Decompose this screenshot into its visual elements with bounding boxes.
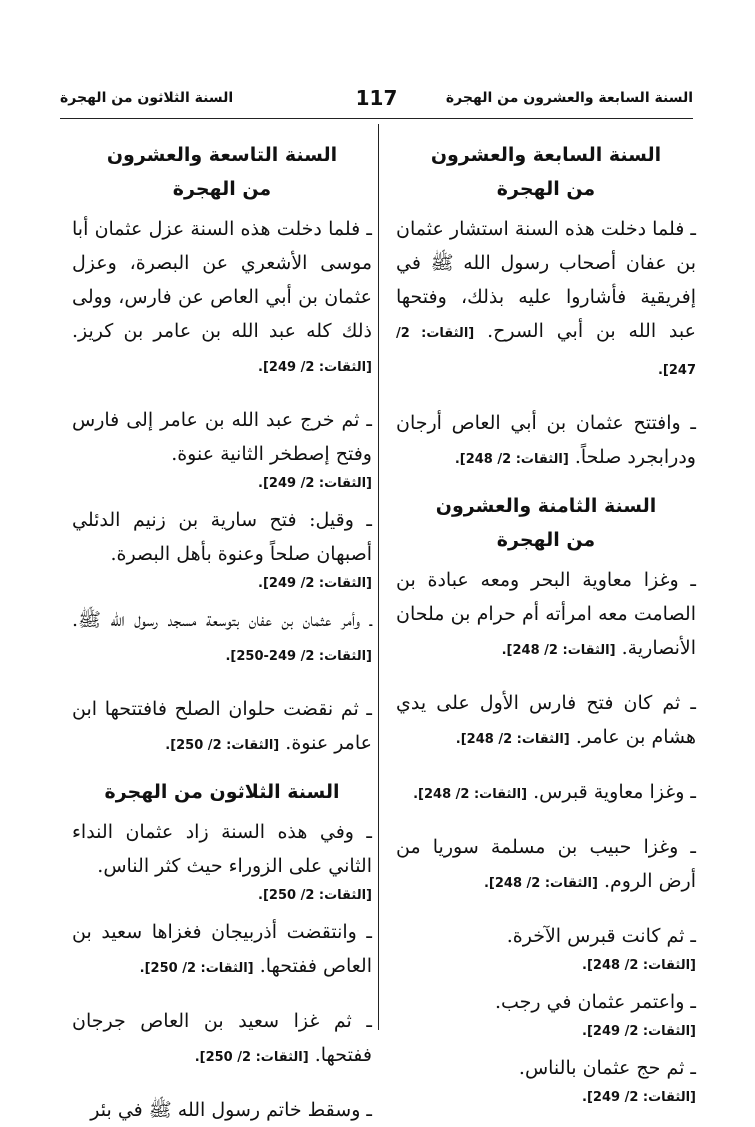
paragraph: ـ ثم غزا سعيد بن العاص جرجان ففتحها. [الثقات: 2/ 250]. bbox=[72, 1010, 372, 1066]
section-heading-sub: من الهجرة bbox=[172, 178, 272, 200]
reference: [الثقات: 2/ 249]. bbox=[582, 1090, 696, 1105]
reference: [الثقات: 2/ 248]. bbox=[413, 787, 528, 802]
reference: [الثقات: 2/ 248]. bbox=[454, 452, 569, 467]
reference: [الثقات: 2/ 249]. bbox=[582, 1024, 696, 1039]
paragraph: ـ وانتقضت أذربيجان فغزاها سعيد بن العاص ففتحها. [الثقات: 2/ 250]. bbox=[72, 921, 372, 977]
reference: [الثقات: 2/ 248]. bbox=[501, 643, 616, 658]
section-heading-sub: من الهجرة bbox=[496, 178, 596, 200]
running-header bbox=[60, 86, 693, 114]
paragraph: ـ وغزا حبيب بن مسلمة سوريا من أرض الروم. [الثقات: 2/ 248]. bbox=[396, 836, 696, 892]
paragraph: ـ ثم كان فتح فارس الأول على يدي هشام بن عامر. [الثقات: 2/ 248]. bbox=[396, 692, 696, 748]
section-heading: السنة الثلاثون من الهجرة bbox=[104, 781, 340, 803]
header-rule bbox=[60, 118, 693, 119]
section-heading: السنة السابعة والعشرون bbox=[430, 144, 662, 166]
header-right-title: السنة السابعة والعشرون من الهجرة bbox=[445, 90, 693, 106]
reference: [الثقات: 2/ 250]. bbox=[165, 738, 280, 753]
right-column bbox=[396, 138, 696, 1111]
reference: [الثقات: 2/ 248]. bbox=[483, 876, 598, 891]
reference: [الثقات: 2/ 249]. bbox=[258, 576, 372, 591]
paragraph: ـ وغزا معاوية البحر ومعه عبادة بن الصامت معه امرأته أم حرام بن ملحان الأنصارية. [الثقات: 2/ 248]. bbox=[396, 569, 696, 659]
reference: [الثقات: 2/ 249]. bbox=[258, 476, 372, 491]
paragraph: ـ وافتتح عثمان بن أبي العاص أرجان ودرابجرد صلحاً. [الثقات: 2/ 248]. bbox=[396, 412, 696, 468]
paragraph: ـ ثم خرج عبد الله بن عامر إلى فارس وفتح إصطخر الثانية عنوة. bbox=[72, 409, 372, 465]
header-left-title: السنة الثلاثون من الهجرة bbox=[60, 90, 234, 106]
reference: [الثقات: 2/ 250]. bbox=[139, 961, 254, 976]
paragraph: ـ فلما دخلت هذه السنة عزل عثمان أبا موسى الأشعري عن البصرة، وعزل عثمان بن أبي العاص عن فارس، وولى ذلك كله عبد الله بن عامر بن كريز. [الثقات: 2/ 249]. bbox=[72, 218, 372, 375]
paragraph: ـ فلما دخلت هذه السنة استشار عثمان بن عفان أصحاب رسول الله ﷺ في إفريقية فأشاروا عليه بذلك، وفتحها عبد الله بن أبي السرح. [الثقات: 2/ 247]. bbox=[396, 218, 696, 378]
reference: [الثقات: 2/ 248]. bbox=[582, 958, 696, 973]
paragraph: ـ وغزا معاوية قبرس. [الثقات: 2/ 248]. bbox=[413, 781, 696, 803]
paragraph: ـ واعتمر عثمان في رجب. bbox=[494, 991, 696, 1013]
reference: [الثقات: 2/ 250]. bbox=[194, 1050, 309, 1065]
paragraph: ـ ثم حج عثمان بالناس. bbox=[518, 1057, 696, 1079]
reference: [الثقات: 2/ 249]. bbox=[258, 360, 372, 375]
left-column bbox=[72, 138, 372, 1127]
paragraph: ـ ثم نقضت حلوان الصلح فافتتحها ابن عامر عنوة. [الثقات: 2/ 250]. bbox=[72, 698, 372, 754]
reference: [الثقات: 2/ 250]. bbox=[258, 888, 372, 903]
column-divider bbox=[378, 124, 379, 1030]
paragraph: ـ وقيل: فتح سارية بن زنيم الدئلي أصبهان صلحاً وعنوة بأهل البصرة. bbox=[72, 509, 372, 565]
reference: [الثقات: 2/ 249-250]. bbox=[225, 649, 372, 664]
paragraph: ـ وفي هذه السنة زاد عثمان النداء الثاني على الزوراء حيث كثر الناس. bbox=[72, 821, 372, 877]
section-heading-sub: من الهجرة bbox=[496, 529, 596, 551]
paragraph: ـ وأمر عثمان بن عفان بتوسعة مسجد رسول الله ﷺ. [الثقات: 2/ 249-250]. bbox=[72, 609, 372, 664]
page-number: 117 bbox=[355, 86, 398, 110]
paragraph: ـ وسقط خاتم رسول الله ﷺ في بئر bbox=[90, 1099, 372, 1121]
section-heading: السنة التاسعة والعشرون bbox=[106, 144, 338, 166]
reference: [الثقات: 2/ 248]. bbox=[455, 732, 570, 747]
paragraph: ـ ثم كانت قبرس الآخرة. bbox=[506, 925, 696, 947]
reference: [الثقات: 2/ 247]. bbox=[396, 326, 696, 378]
section-heading: السنة الثامنة والعشرون bbox=[435, 495, 657, 517]
